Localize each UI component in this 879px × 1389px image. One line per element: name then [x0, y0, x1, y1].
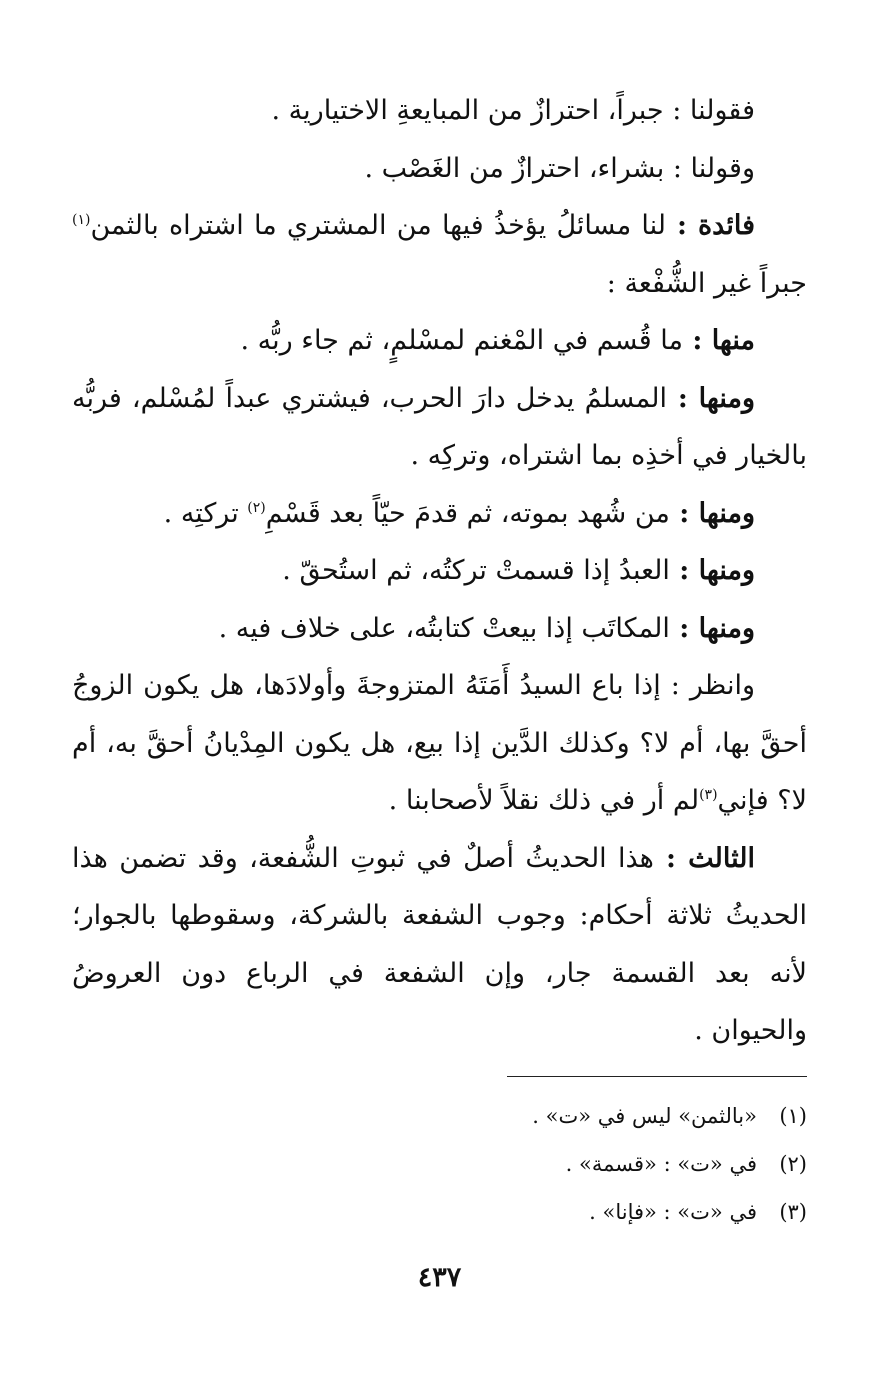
paragraph-text: لنا مسائلُ يؤخذُ فيها من المشتري ما اشتراه بالثمن [90, 210, 666, 241]
paragraph-4 [72, 312, 807, 370]
footnotes [72, 1092, 807, 1236]
paragraph-text-after: جبراً غير الشُّفْعة : [606, 267, 807, 299]
footnote-text: «بالثمن» ليس في «ت» . [532, 1104, 757, 1128]
footnote-text: في «ت» : «فإنا» . [589, 1200, 757, 1224]
paragraph-lead: الثالث : [653, 842, 755, 874]
paragraph-text: هذا الحديثُ أصلٌ في ثبوتِ الشُّفعة، وقد تضمن هذا الحديثُ ثلاثة أحكام: وجوب الشفعة بالشركة، وسقوطها بالجوار؛ لأنه بعد القسمة جار، وإن الشفعة في الرباع دون العروضُ والحيوان . [72, 842, 807, 1046]
footnote-text: في «ت» : «قسمة» . [565, 1152, 757, 1176]
paragraph-10 [72, 830, 807, 1060]
paragraph-1 [72, 82, 807, 140]
footnote-1 [72, 1092, 807, 1140]
paragraph-lead: ومنها : [669, 497, 755, 529]
paragraph-text: المسلمُ يدخل دارَ الحرب، فيشتري عبداً لمُسْلم، فربُّه بالخيار في أخذِه بما اشتراه، وتركِه . [72, 382, 807, 471]
paragraph-text: المكاتَب إذا بيعتْ كتابتُه، على خلاف فيه . [218, 612, 670, 644]
paragraph-7 [72, 542, 807, 600]
footnote-divider [507, 1076, 807, 1077]
paragraph-lead: فائدة : [666, 210, 756, 241]
footnote-ref: (١) [72, 212, 91, 228]
paragraph-text-after: لم أر في ذلك نقلاً لأصحابنا . [388, 785, 700, 816]
footnote-number: (٣) [779, 1200, 807, 1224]
paragraph-lead: ومنها : [666, 382, 756, 414]
paragraph-lead: منها : [682, 325, 755, 356]
footnote-ref: (٢) [247, 499, 266, 516]
main-text [72, 82, 807, 1060]
paragraph-text: وقولنا : بشراء، احترازٌ من الغَصْب . [364, 152, 755, 184]
paragraph-text: العبدُ إذا قسمتْ تركتُه، ثم استُحقّ . [282, 555, 670, 586]
paragraph-2 [72, 140, 807, 198]
paragraph-lead: ومنها : [669, 612, 755, 644]
paragraph-text: من شُهد بموته، ثم قدمَ حيّاً بعد قَسْمِ [265, 497, 670, 529]
paragraph-9 [72, 657, 807, 830]
paragraph-6 [72, 485, 807, 543]
footnote-ref: (٣) [699, 787, 718, 803]
paragraph-5 [72, 370, 807, 485]
footnote-number: (١) [779, 1104, 807, 1128]
paragraph-lead: ومنها : [669, 555, 755, 586]
paragraph-3 [72, 197, 807, 312]
footnote-2 [72, 1140, 807, 1188]
page-number: ٤٣٧ [417, 1262, 462, 1293]
footnote-3 [72, 1188, 807, 1236]
footnote-number: (٢) [779, 1152, 807, 1176]
paragraph-8 [72, 600, 807, 658]
paragraph-text: وانظر : إذا باع السيدُ أَمَتَهُ المتزوجةَ وأولادَها، هل يكون الزوجُ أحقَّ بها، أم لا؟ وكذلك الدَّين إذا بيع، هل يكون المِدْيانُ أحقَّ به، أم لا؟ فإني [72, 670, 807, 816]
paragraph-text: فقولنا : جبراً، احترازٌ من المبايعةِ الاختيارية . [271, 95, 755, 126]
paragraph-text: ما قُسم في المْغنم لمسْلمٍ، ثم جاء ربُّه . [240, 325, 683, 356]
paragraph-text-after: تركتِه . [163, 497, 248, 529]
